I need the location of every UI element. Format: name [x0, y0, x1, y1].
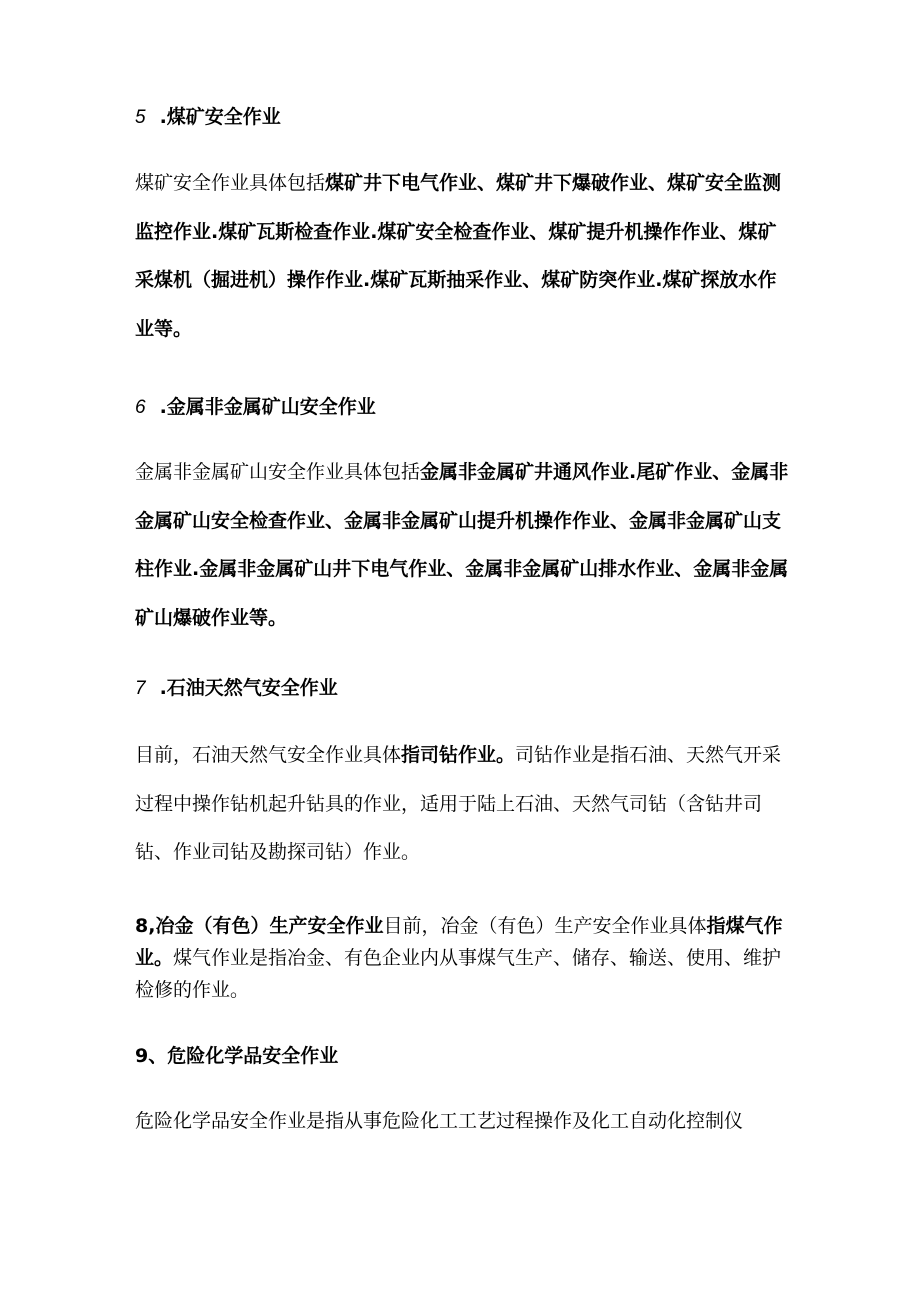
section-7-bold-text: 指司钻作业。 — [401, 744, 516, 766]
section-8-text-2: 煤气作业是指冶金、有色企业内从事煤气生产、储存、输送、使用、维护检修的作业。 — [135, 947, 782, 1001]
section-5-number: 5 — [135, 107, 146, 128]
section-7-title: .石油天然气安全作业 — [159, 677, 338, 699]
section-6-bold-text: 金属非金属矿井通风作业.尾矿作业、金属非金属矿山安全检查作业、金属非金属矿山提升机操作作业、金属非金属矿山支柱作业.金属非金属矿山井下电气作业、金属非金属矿山排水作业、金属非金属矿山爆破作业等。 — [135, 461, 789, 629]
section-9-body — [135, 1097, 790, 1146]
section-5-title: .煤矿安全作业 — [159, 106, 281, 128]
section-5-text: 煤矿安全作业具体包括 — [135, 172, 326, 194]
section-7-body — [135, 731, 790, 877]
section-5-bold-text: 煤矿井下电气作业、煤矿井下爆破作业、煤矿安全监测监控作业.煤矿瓦斯检查作业.煤矿安全检查作业、煤矿提升机操作作业、煤矿采煤机（掘进机）操作作业.煤矿瓦斯抽采作业、煤矿防突作业.煤矿探放水作业等。 — [135, 172, 782, 340]
section-6-number: 6 — [135, 397, 146, 418]
section-5-heading — [135, 102, 281, 129]
section-7-heading — [135, 673, 338, 700]
section-5-body — [135, 159, 790, 353]
section-6-heading — [135, 392, 376, 419]
section-6-body — [135, 448, 790, 642]
section-7-number: 7 — [135, 678, 146, 699]
section-8-text-1: 目前，冶金（有色）生产安全作业具体 — [383, 915, 707, 937]
section-6-text: 金属非金属矿山安全作业具体包括 — [135, 461, 421, 483]
section-9-text: 危险化学品安全作业是指从事危险化工工艺过程操作及化工自动化控制仪 — [135, 1110, 744, 1132]
section-8-heading: 8,冶金（有色）生产安全作业 — [135, 915, 384, 937]
section-8-body — [135, 910, 790, 1006]
section-6-title: .金属非金属矿山安全作业 — [159, 396, 376, 418]
section-9-heading — [135, 1041, 338, 1068]
section-8-bold-text: 指煤气作业。 — [135, 915, 783, 969]
section-9-title: 9、危险化学品安全作业 — [135, 1045, 339, 1067]
section-7-text-2: 司钻作业是指石油、天然气开采过程中操作钻机起升钻具的作业，适用于陆上石油、天然气司钻（含钻井司钻、作业司钻及勘探司钻）作业。 — [135, 744, 782, 863]
section-7-text-1: 目前，石油天然气安全作业具体 — [135, 744, 402, 766]
